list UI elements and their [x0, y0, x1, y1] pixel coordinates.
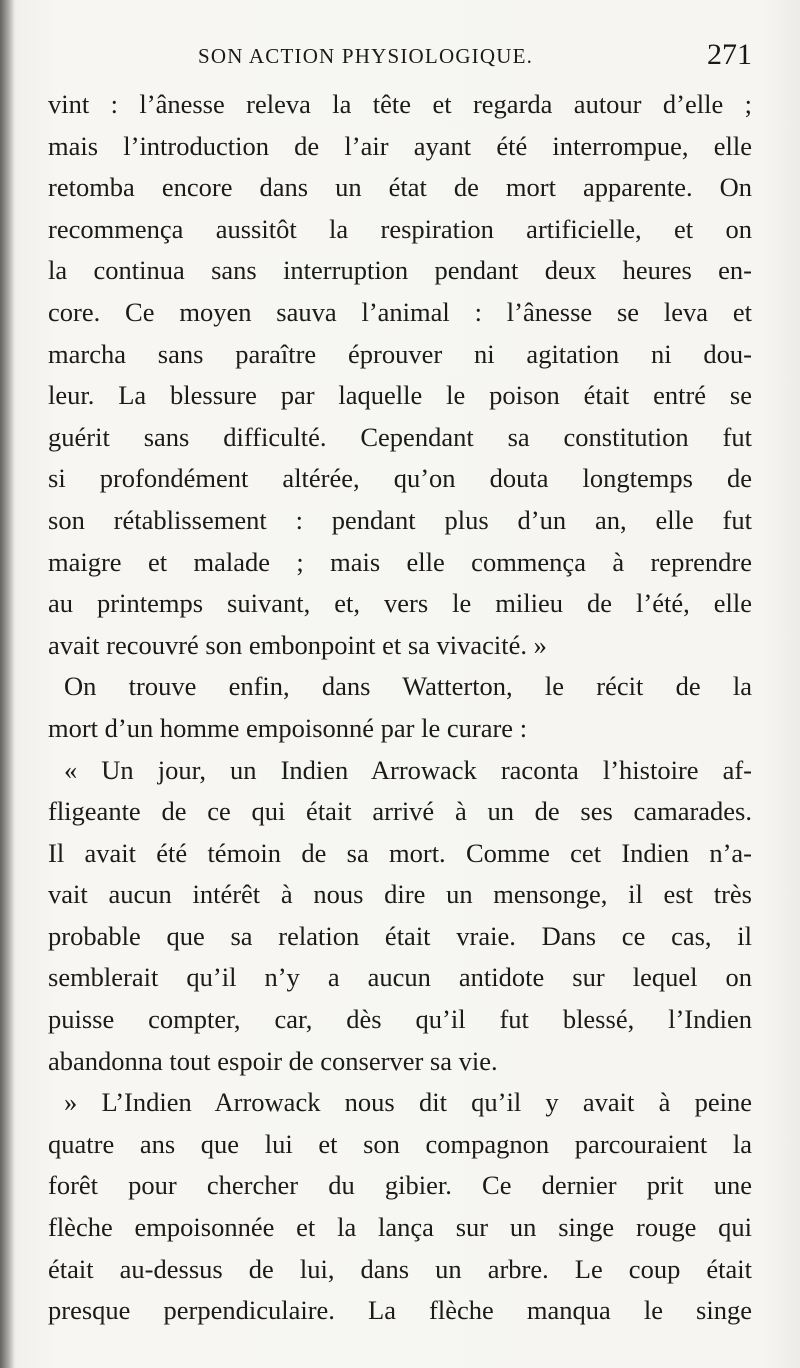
text-line: presque perpendiculaire. La flèche manqua le singe — [48, 1295, 752, 1326]
text-line: son rétablissement : pendant plus d’un an, elle fut — [48, 504, 752, 535]
text-line: Il avait été témoin de sa mort. Comme cet Indien n’a- — [48, 837, 752, 868]
text-line: vint : l’ânesse releva la tête et regarda autour d’elle ; — [48, 89, 752, 119]
text-line: forêt pour chercher du gibier. Ce dernier prit une — [48, 1170, 752, 1201]
text-line: semblerait qu’il n’y a aucun antidote sur lequel on — [48, 962, 752, 993]
text-line: core. Ce moyen sauva l’animal : l’ânesse se leva et — [48, 296, 752, 327]
text-line: retomba encore dans un état de mort apparente. On — [48, 172, 752, 203]
text-line: puisse compter, car, dès qu’il fut blessé, l’Indien — [48, 1004, 752, 1035]
page-number: 271 — [707, 38, 752, 71]
text-line: avait recouvré son embonpoint et sa vivacité. » — [48, 629, 547, 660]
text-line: marcha sans paraître éprouver ni agitation ni dou- — [48, 338, 752, 369]
text-line: la continua sans interruption pendant deux heures en- — [48, 255, 752, 286]
text-line: au printemps suivant, et, vers le milieu de l’été, elle — [48, 588, 752, 619]
text-line: vait aucun intérêt à nous dire un mensonge, il est très — [48, 879, 752, 910]
text-line: maigre et malade ; mais elle commença à reprendre — [48, 546, 752, 577]
text-line: On trouve enfin, dans Watterton, le récit de la — [64, 671, 752, 702]
text-line: si profondément altérée, qu’on douta longtemps de — [48, 463, 752, 494]
text-line: mort d’un homme empoisonné par le curare : — [48, 712, 528, 743]
text-line: guérit sans difficulté. Cependant sa constitution fut — [48, 421, 752, 452]
text-line: « Un jour, un Indien Arrowack raconta l’histoire af- — [64, 754, 752, 785]
text-line: recommença aussitôt la respiration artificielle, et on — [48, 213, 752, 244]
text-line: était au-dessus de lui, dans un arbre. Le coup était — [48, 1253, 752, 1284]
text-line: leur. La blessure par laquelle le poison était entré se — [48, 380, 752, 411]
text-line: quatre ans que lui et son compagnon parcouraient la — [48, 1128, 752, 1159]
binding-shadow — [0, 0, 14, 1368]
body-text — [48, 84, 752, 1332]
text-line: probable que sa relation était vraie. Dans ce cas, il — [48, 920, 752, 951]
text-line: fligeante de ce qui était arrivé à un de ses camarades. — [48, 796, 752, 827]
page-header — [48, 38, 752, 78]
text-line: flèche empoisonnée et la lança sur un singe rouge qui — [48, 1212, 752, 1243]
text-line: » L’Indien Arrowack nous dit qu’il y avait à peine — [64, 1087, 752, 1118]
text-line: abandonna tout espoir de conserver sa vie. — [48, 1045, 498, 1076]
running-title: SON ACTION PHYSIOLOGIQUE. — [198, 44, 534, 68]
text-line: mais l’introduction de l’air ayant été interrompue, elle — [48, 130, 752, 161]
